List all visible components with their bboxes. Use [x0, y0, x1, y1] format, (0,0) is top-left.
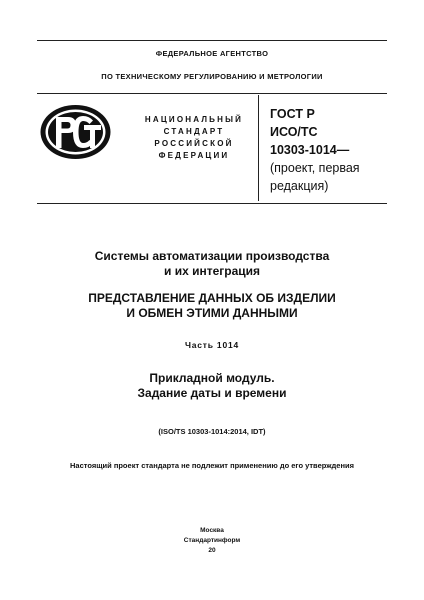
national-standard-label — [138, 114, 250, 162]
draft-line: (проект, первая — [270, 161, 360, 175]
national-standard-line: ФЕДЕРАЦИИ — [158, 151, 230, 160]
series-title — [0, 249, 424, 279]
imprint-year: 20 — [208, 547, 216, 554]
module-title-line: Задание даты и времени — [137, 386, 287, 400]
series-title-line: и их интеграция — [163, 264, 261, 278]
imprint-city: Москва — [200, 527, 224, 534]
draft-edition-note — [270, 159, 390, 195]
top-rule — [37, 40, 387, 41]
main-title-line: И ОБМЕН ЭТИМИ ДАННЫМИ — [126, 306, 298, 320]
national-standard-line: РОССИЙСКОЙ — [154, 139, 234, 148]
vertical-divider — [258, 95, 259, 201]
agency-name-line-2: ПО ТЕХНИЧЕСКОМУ РЕГУЛИРОВАНИЮ И МЕТРОЛОГИИ — [101, 72, 323, 81]
draft-line: редакция) — [270, 179, 329, 193]
rst-certification-mark-icon — [38, 103, 113, 161]
national-standard-line: СТАНДАРТ — [163, 127, 225, 136]
imprint — [0, 526, 424, 556]
module-title — [0, 371, 424, 401]
designation-rule — [37, 203, 387, 204]
part-number: Часть 1014 — [184, 340, 240, 350]
series-title-line: Системы автоматизации производства — [94, 249, 330, 263]
designation-line: ГОСТ Р — [270, 107, 315, 121]
designation-line: 10303-1014— — [270, 143, 350, 157]
designation-line: ИСО/ТС — [270, 125, 318, 139]
standard-designation — [270, 105, 390, 159]
iso-reference: (ISO/TS 10303-1014:2014, IDT) — [158, 427, 266, 436]
header-rule — [37, 93, 387, 94]
main-title — [0, 291, 424, 321]
draft-notice: Настоящий проект стандарта не подлежит применению до его утверждения — [70, 461, 354, 470]
agency-name-line-1: ФЕДЕРАЛЬНОЕ АГЕНТСТВО — [155, 49, 269, 58]
national-standard-line: НАЦИОНАЛЬНЫЙ — [144, 115, 244, 124]
imprint-publisher: Стандартинформ — [183, 537, 241, 544]
module-title-line: Прикладной модуль. — [149, 371, 275, 385]
main-title-line: ПРЕДСТАВЛЕНИЕ ДАННЫХ ОБ ИЗДЕЛИИ — [88, 291, 336, 305]
